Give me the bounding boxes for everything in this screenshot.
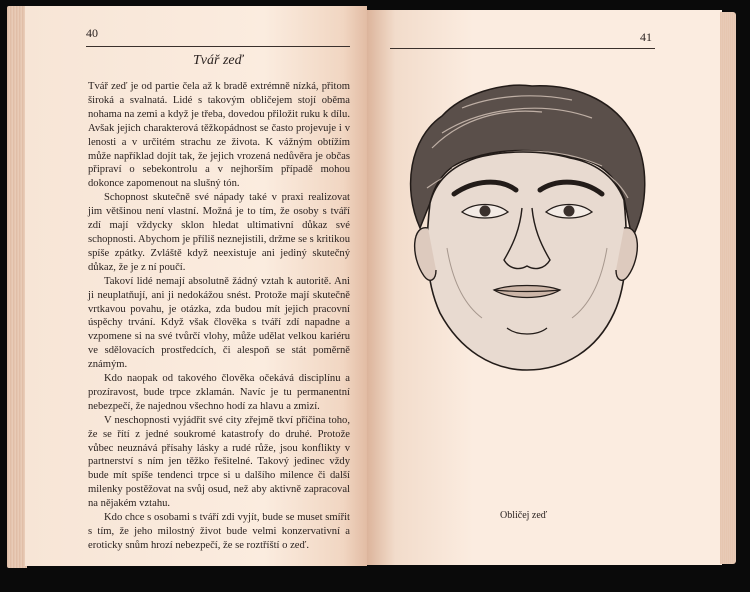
right-header-rule bbox=[390, 48, 655, 49]
body-text bbox=[88, 80, 350, 553]
left-page-number: 40 bbox=[86, 26, 98, 40]
page-title: Tvář zeď bbox=[193, 53, 244, 68]
face-shape bbox=[427, 152, 626, 370]
face-illustration bbox=[392, 78, 654, 378]
paragraph: Takoví lidé nemají absolutně žádný vztah k autoritě. Ani ji neuplatňují, ani ji nedokážou snést. Protože mají skutečně vrtkavou povahu, je otázka, zda budou mít jejich pracovní úspěchy trvání. Když však člověka s tváří zdí napadne a vzpomene si na své tvůrčí vlohy, může udělat velkou kariéru ve sdělovacích prostředcích, či alespoň se stát poměrně známým. bbox=[88, 275, 350, 371]
paragraph: Schopnost skutečně své nápady také v praxi realizovat jim většinou není vlastní. Možná je to tím, že osoby s tváří zdí mají vždycky sklon hledat ultimativní důkaz své schopnosti. Abychom je příliš neznejistili, držme se s kritikou spíše zpátky. Zvláště když neexistuje ani jediný skutečný důkaz, že je z ní poučí. bbox=[88, 192, 350, 273]
illustration-caption: Obličej zeď bbox=[500, 510, 548, 521]
right-page-edges bbox=[720, 12, 736, 564]
right-page-number: 41 bbox=[640, 30, 652, 44]
paragraph: Kdo naopak od takového člověka očekává disciplínu a prozíravost, bude trpce zklamán. Navíc je tu permanentní nebezpečí, že najednou všechno hodí za hlavu a zmizí. bbox=[88, 373, 350, 412]
left-header-rule bbox=[86, 46, 350, 47]
paragraph: V neschopnosti vyjádřit své city zřejmě tkví příčina toho, že se řítí z jedné soukromé katastrofy do druhé. Protože vůbec neuznává přísahy lásky a rudé růže, jsou konflikty v partnerství s ním jen těžko řešitelné. Takový jedinec vždy bude mít spíše tendenci trpce si u dalšího milence či další milenky postěžovat na svůj osud, než aby aktivně zapracoval na nějakém vztahu. bbox=[88, 414, 350, 510]
left-page-edges bbox=[7, 6, 27, 568]
paragraph: Tvář zeď je od partie čela až k bradě extrémně nízká, přitom široká a svalnatá. Lidé s takovým obličejem stojí oběma nohama na zemi a když je třeba, dovedou přiložit ruku k dílu. Avšak jejich charakterová těžkopádnost se často projevuje i v lenosti a v určitém strachu ze života. K vážným obtížím může například dojít tak, že jejich vrozená nedůvěra je občas připraví o sebekontrolu a v nejhorším případě mohou dokonce zapomenout na slušný tón. bbox=[88, 81, 350, 190]
right-eye bbox=[564, 206, 575, 217]
left-eye bbox=[480, 206, 491, 217]
paragraph: Kdo chce s osobami s tváří zdi vyjít, bude se muset smířit s tím, že jeho milostný život bude velmi konzervativní a eroticky snům hrozí nebezpečí, že se roztříští o zeď. bbox=[88, 512, 350, 551]
